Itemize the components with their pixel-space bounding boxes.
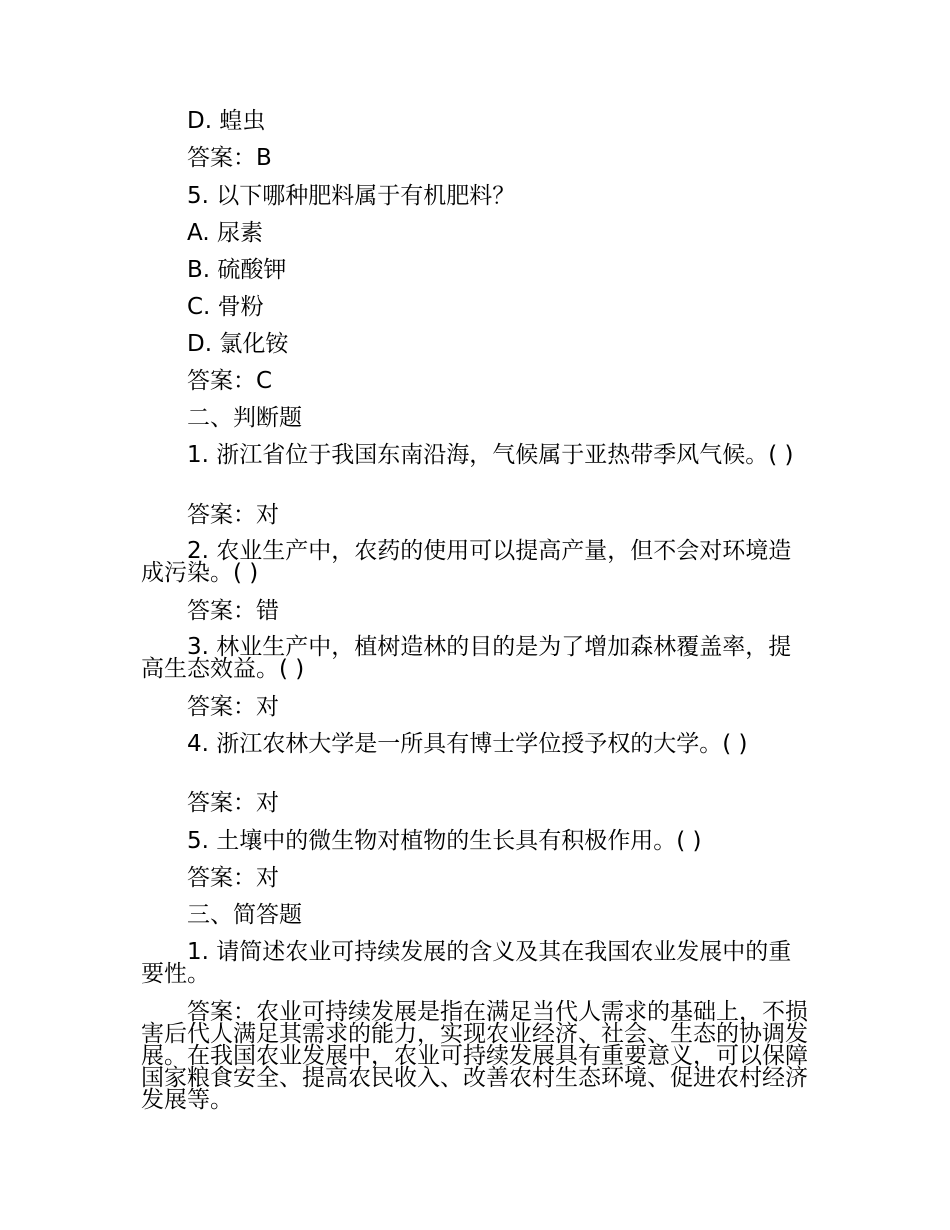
section-title-true-false: 二、判断题 bbox=[187, 405, 302, 431]
q5-option-d: D. 氯化铵 bbox=[187, 331, 289, 357]
true-false-item-2 bbox=[141, 540, 813, 584]
q5-question: 5. 以下哪种肥料属于有机肥料？ bbox=[187, 183, 516, 209]
true-false-item-5: 5. 土壤中的微生物对植物的生长具有积极作用。( ) bbox=[187, 828, 702, 854]
short-answer-item-1-text: 1. 请简述农业可持续发展的含义及其在我国农业发展中的重要性。 bbox=[141, 939, 792, 987]
true-false-item-3 bbox=[141, 636, 813, 680]
true-false-item-5-answer: 答案：对 bbox=[187, 865, 279, 891]
true-false-item-1-answer: 答案：对 bbox=[187, 502, 279, 528]
true-false-item-4-text: 4. 浙江农林大学是一所具有博士学位授予权的大学。( ) bbox=[187, 731, 748, 757]
true-false-item-4 bbox=[141, 732, 813, 756]
short-answer-item-1-answer bbox=[141, 1001, 813, 1111]
q5-option-c: C. 骨粉 bbox=[187, 294, 264, 320]
q5-answer: 答案：C bbox=[187, 368, 273, 394]
true-false-item-4-answer: 答案：对 bbox=[187, 790, 279, 816]
short-answer-item-1 bbox=[141, 941, 813, 985]
q5-option-b: B. 硫酸钾 bbox=[187, 257, 287, 283]
q4-option-d: D. 蝗虫 bbox=[187, 108, 266, 134]
true-false-item-2-answer: 答案：错 bbox=[187, 598, 279, 624]
q4-answer: 答案：B bbox=[187, 145, 272, 171]
true-false-item-2-text: 2. 农业生产中，农药的使用可以提高产量，但不会对环境造成污染。( ) bbox=[141, 538, 792, 586]
true-false-item-1 bbox=[141, 443, 813, 467]
true-false-item-3-answer: 答案：对 bbox=[187, 694, 279, 720]
q5-option-a: A. 尿素 bbox=[187, 220, 263, 246]
true-false-item-1-text: 1. 浙江省位于我国东南沿海，气候属于亚热带季风气候。( ) bbox=[187, 442, 794, 468]
short-answer-item-1-answer-text: 答案：农业可持续发展是指在满足当代人需求的基础上，不损害后代人满足其需求的能力，实现农业经济、社会、生态的协调发展。在我国农业发展中，农业可持续发展具有重要意义，可以保障国家粮食安全、提高农民收入、改善农村生态环境、促进农村经济发展等。 bbox=[141, 999, 808, 1113]
section-title-short-answer: 三、简答题 bbox=[187, 902, 302, 928]
true-false-item-3-text: 3. 林业生产中，植树造林的目的是为了增加森林覆盖率，提高生态效益。( ) bbox=[141, 634, 792, 682]
